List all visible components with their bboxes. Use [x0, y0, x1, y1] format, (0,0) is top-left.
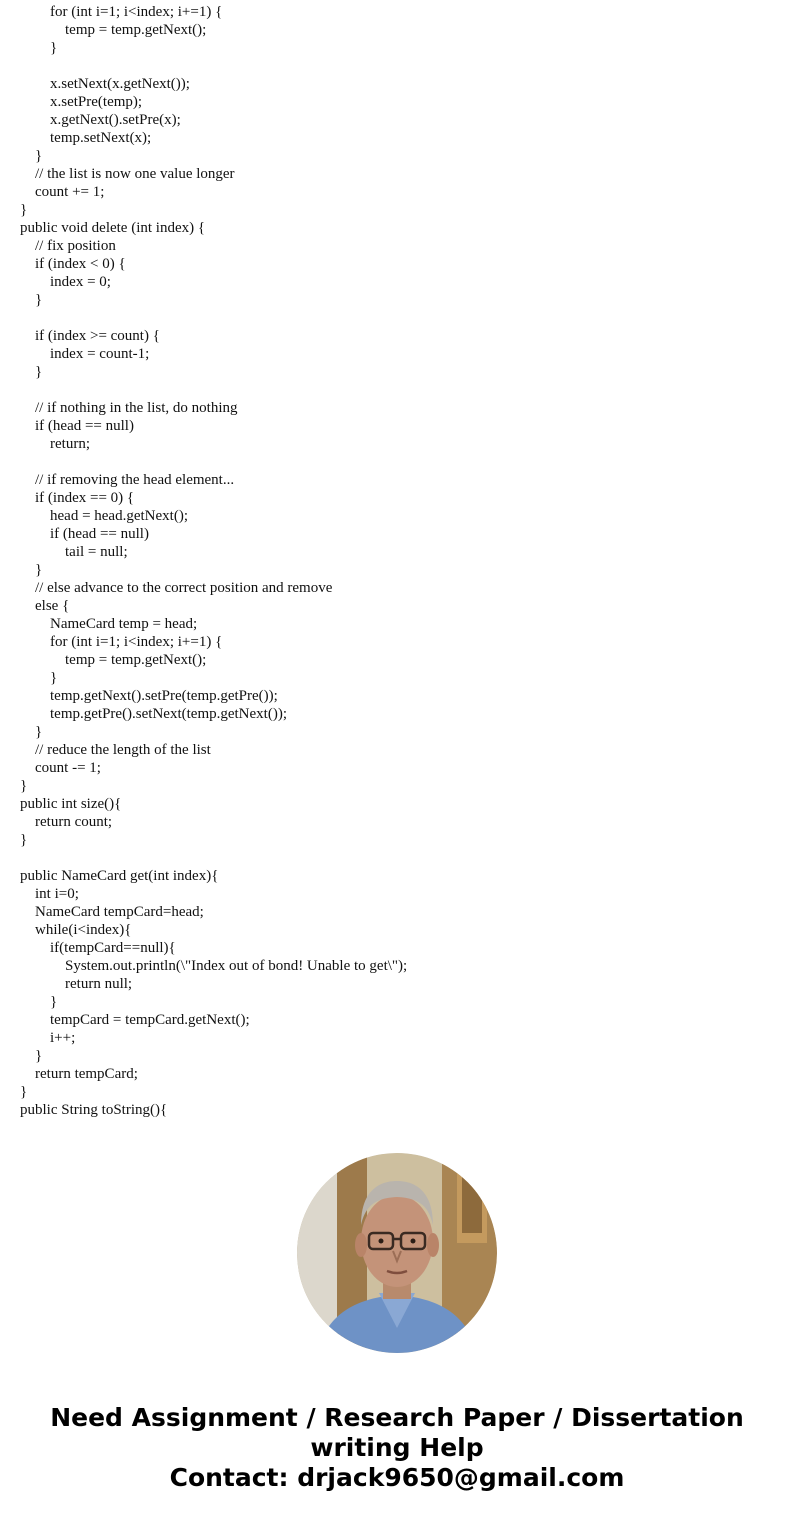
- code-line: temp.getPre().setNext(temp.getNext());: [20, 706, 287, 722]
- code-line: head = head.getNext();: [20, 508, 188, 524]
- code-line: temp = temp.getNext();: [20, 22, 207, 38]
- code-line: if (index == 0) {: [20, 490, 135, 506]
- code-line: // else advance to the correct position and remove: [20, 580, 333, 596]
- code-line: temp.setNext(x);: [20, 130, 152, 146]
- code-line: System.out.println(\"Index out of bond! Unable to get\");: [20, 958, 408, 974]
- code-line: [20, 381, 780, 399]
- code-line: public String toString(){: [20, 1102, 168, 1118]
- code-line: return tempCard;: [20, 1066, 138, 1082]
- code-line: }: [20, 832, 28, 848]
- code-line: x.getNext().setPre(x);: [20, 112, 181, 128]
- code-line: }: [20, 364, 43, 380]
- code-line: }: [20, 202, 28, 218]
- code-line: return null;: [20, 976, 133, 992]
- code-line: [20, 453, 780, 471]
- code-line: if (head == null): [20, 526, 149, 542]
- contact-footer: [0, 1403, 794, 1493]
- code-line: }: [20, 778, 28, 794]
- code-line: }: [20, 670, 58, 686]
- code-line: // if removing the head element...: [20, 472, 235, 488]
- code-line: }: [20, 40, 58, 56]
- code-line: while(i<index){: [20, 922, 132, 938]
- code-line: // fix position: [20, 238, 116, 254]
- code-line: else {: [20, 598, 70, 614]
- code-line: [20, 849, 780, 867]
- person-portrait-icon: [297, 1153, 497, 1353]
- code-line: [20, 57, 780, 75]
- code-line: for (int i=1; i<index; i+=1) {: [20, 634, 223, 650]
- code-line: // reduce the length of the list: [20, 742, 211, 758]
- code-line: }: [20, 562, 43, 578]
- code-line: NameCard temp = head;: [20, 616, 198, 632]
- author-avatar: [297, 1153, 497, 1353]
- code-line: // the list is now one value longer: [20, 166, 235, 182]
- code-line: }: [20, 292, 43, 308]
- code-line: temp.getNext().setPre(temp.getPre());: [20, 688, 278, 704]
- code-line: }: [20, 1048, 43, 1064]
- code-line: public NameCard get(int index){: [20, 868, 219, 884]
- code-line: count += 1;: [20, 184, 105, 200]
- code-line: // if nothing in the list, do nothing: [20, 400, 238, 416]
- code-line: index = count-1;: [20, 346, 150, 362]
- code-line: tail = null;: [20, 544, 128, 560]
- code-line: if (index >= count) {: [20, 328, 160, 344]
- code-line: return;: [20, 436, 90, 452]
- code-line: i++;: [20, 1030, 76, 1046]
- footer-line-2: writing Help: [310, 1433, 484, 1462]
- code-line: public int size(){: [20, 796, 122, 812]
- code-line: x.setNext(x.getNext());: [20, 76, 190, 92]
- code-line: if (index < 0) {: [20, 256, 126, 272]
- footer-line-1: Need Assignment / Research Paper / Dissertation: [50, 1403, 744, 1432]
- footer-contact-email: Contact: drjack9650@gmail.com: [169, 1463, 625, 1492]
- code-line: return count;: [20, 814, 113, 830]
- code-line: x.setPre(temp);: [20, 94, 143, 110]
- code-line: count -= 1;: [20, 760, 101, 776]
- code-line: tempCard = tempCard.getNext();: [20, 1012, 250, 1028]
- code-line: index = 0;: [20, 274, 111, 290]
- code-line: }: [20, 148, 43, 164]
- code-listing: [20, 3, 780, 1121]
- code-line: int i=0;: [20, 886, 79, 902]
- code-line: NameCard tempCard=head;: [20, 904, 204, 920]
- code-line: public void delete (int index) {: [20, 220, 206, 236]
- code-line: if (head == null): [20, 418, 134, 434]
- code-line: }: [20, 994, 58, 1010]
- code-line: [20, 309, 780, 327]
- code-line: }: [20, 724, 43, 740]
- code-line: }: [20, 1084, 28, 1100]
- code-line: temp = temp.getNext();: [20, 652, 207, 668]
- code-line: if(tempCard==null){: [20, 940, 176, 956]
- code-line: for (int i=1; i<index; i+=1) {: [20, 4, 223, 20]
